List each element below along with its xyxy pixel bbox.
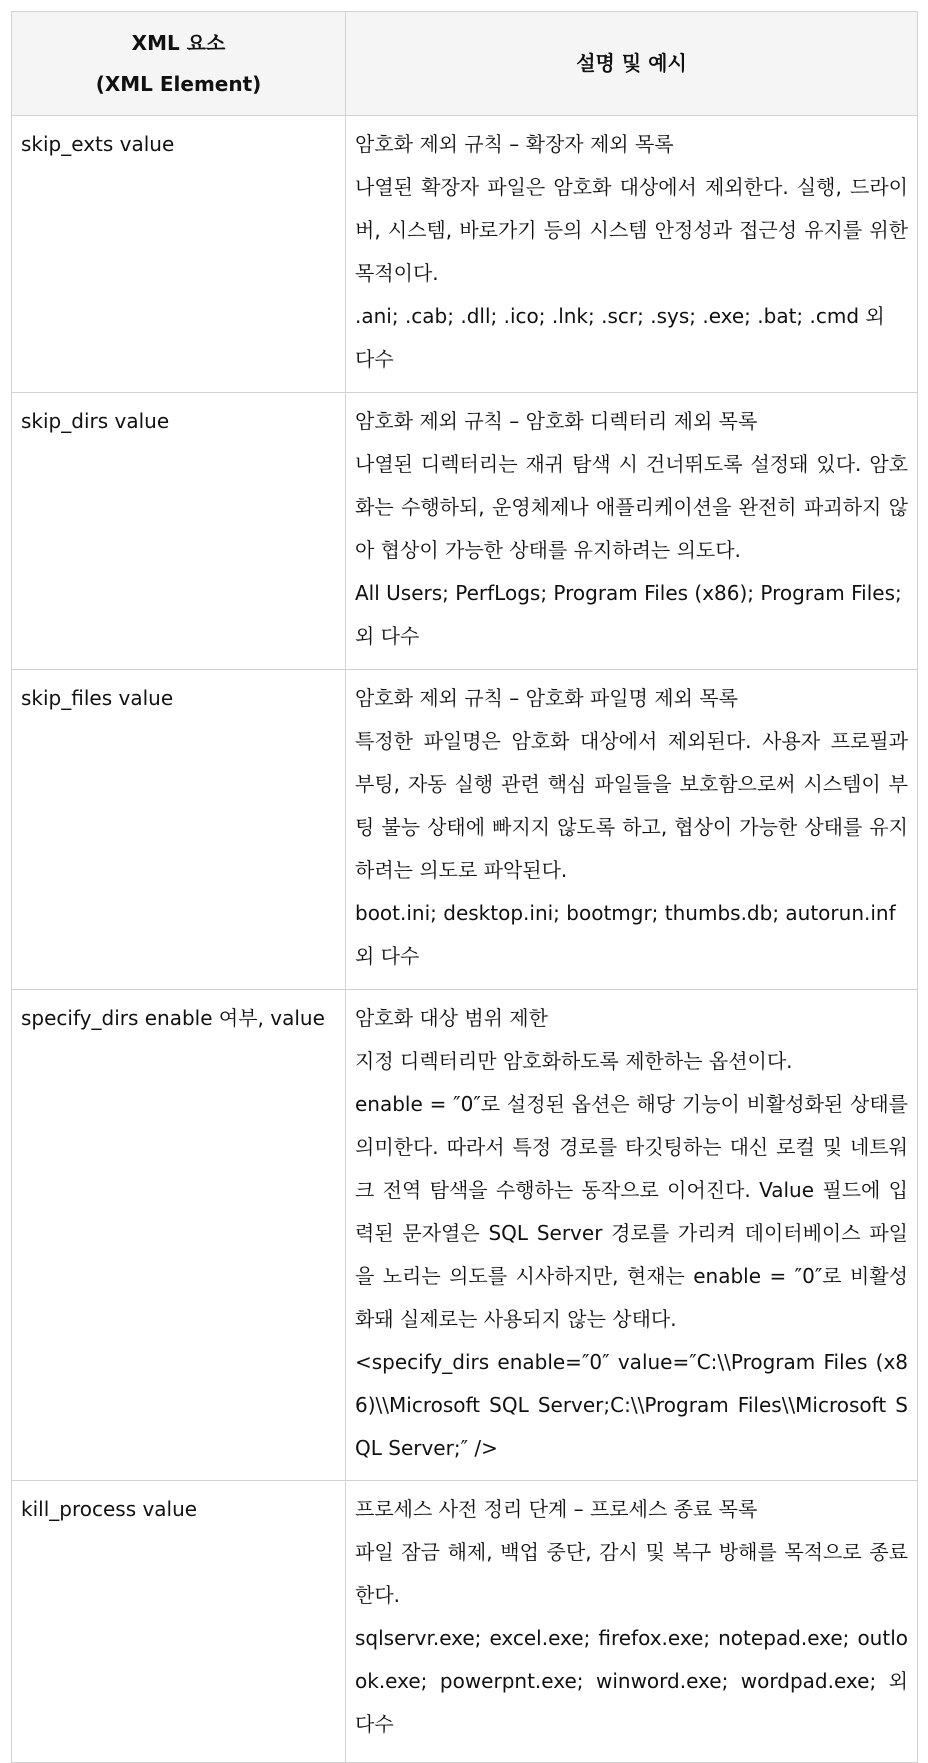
- element-cell: skip_files value: [12, 670, 346, 990]
- xml-element-table: [11, 11, 918, 1763]
- description-cell: [346, 1481, 918, 1763]
- description-cell: [346, 116, 918, 393]
- description-body: 파일 잠금 해제, 백업 중단, 감시 및 복구 방해를 목적으로 종료한다.: [355, 1540, 908, 1607]
- table-row: [12, 670, 918, 990]
- description-example: All Users; PerfLogs; Program Files (x86); Program Files; 외 다수: [355, 581, 902, 648]
- table-row: [12, 1481, 918, 1763]
- element-cell: skip_dirs value: [12, 393, 346, 670]
- column-header-xml-element: [12, 12, 346, 116]
- description-body-detail: enable = ″0″로 설정된 옵션은 해당 기능이 비활성화된 상태를 의미한다. 따라서 특정 경로를 타깃팅하는 대신 로컬 및 네트워크 전역 탐색을 수행하는 동작으로 이어진다. Value 필드에 입력된 문자열은 SQL Server 경로를 가리켜 데이터베이스 파일을 노리는 의도를 시사하지만, 현재는 enable = ″0″로 비활성화돼 실제로는 사용되지 않는 상태다.: [355, 1092, 908, 1331]
- description-title: 암호화 제외 규칙 – 암호화 파일명 제외 목록: [355, 686, 738, 710]
- table-row: [12, 990, 918, 1481]
- description-example: sqlservr.exe; excel.exe; firefox.exe; notepad.exe; outlook.exe; powerpnt.exe; winword.exe; wordpad.exe; 외 다수: [355, 1626, 908, 1736]
- description-cell: [346, 670, 918, 990]
- description-cell: [346, 393, 918, 670]
- description-body: 나열된 디렉터리는 재귀 탐색 시 건너뛰도록 설정돼 있다. 암호화는 수행하되, 운영체제나 애플리케이션을 완전히 파괴하지 않아 협상이 가능한 상태를 유지하려는 의도다.: [355, 452, 908, 562]
- element-cell: specify_dirs enable 여부, value: [12, 990, 346, 1481]
- description-example: <specify_dirs enable=″0″ value=″C:\\Program Files (x86)\\Microsoft SQL Server;C:\\Program Files\\Microsoft SQL Server;″ />: [355, 1350, 908, 1460]
- element-cell: skip_exts value: [12, 116, 346, 393]
- description-title: 암호화 제외 규칙 – 확장자 제외 목록: [355, 132, 674, 156]
- description-body: 지정 디렉터리만 암호화하도록 제한하는 옵션이다.: [355, 1049, 793, 1073]
- description-body: 특정한 파일명은 암호화 대상에서 제외된다. 사용자 프로필과 부팅, 자동 실행 관련 핵심 파일들을 보호함으로써 시스템이 부팅 불능 상태에 빠지지 않도록 하고, 협상이 가능한 상태를 유지하려는 의도로 파악된다.: [355, 729, 908, 882]
- description-title: 암호화 대상 범위 제한: [355, 1006, 548, 1030]
- table-header-row: [12, 12, 918, 116]
- header-element-line2: (XML Element): [95, 71, 262, 96]
- description-cell: [346, 990, 918, 1481]
- table-row: [12, 116, 918, 393]
- column-header-description: [346, 12, 918, 116]
- table-row: [12, 393, 918, 670]
- element-cell: kill_process value: [12, 1481, 346, 1763]
- header-description: 설명 및 예시: [576, 51, 687, 75]
- description-title: 암호화 제외 규칙 – 암호화 디렉터리 제외 목록: [355, 409, 758, 433]
- description-example: boot.ini; desktop.ini; bootmgr; thumbs.db; autorun.inf 외 다수: [355, 901, 896, 968]
- description-title: 프로세스 사전 정리 단계 – 프로세스 종료 목록: [355, 1497, 758, 1521]
- description-body: 나열된 확장자 파일은 암호화 대상에서 제외한다. 실행, 드라이버, 시스템, 바로가기 등의 시스템 안정성과 접근성 유지를 위한 목적이다.: [355, 175, 908, 285]
- header-element-line1: XML 요소: [131, 30, 226, 55]
- description-example: .ani; .cab; .dll; .ico; .lnk; .scr; .sys; .exe; .bat; .cmd 외 다수: [355, 304, 885, 371]
